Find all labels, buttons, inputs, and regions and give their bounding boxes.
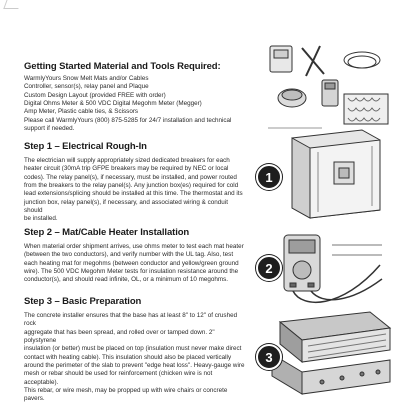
tools-line: Controller, sensor(s), relay panel and Plaque (24, 83, 149, 91)
step-3-line: around the perimeter of the slab to prevent "edge heat loss". Heavy-gauge wire (24, 362, 245, 370)
step-1-badge: 1 (256, 164, 282, 190)
step-2-section (24, 227, 246, 285)
step-2-line: wire). The 500 VDC Megohm Meter tests for insulation resistance around the (24, 268, 239, 276)
step-3-line: mesh or rebar should be used for reinforcement (chicken wire is not acceptable). (24, 370, 213, 386)
step-2-line: each heating mat for megohms (between conductor and yellow/green ground (24, 259, 239, 267)
decorative-corner-mark (3, 0, 23, 9)
concrete-base-illustration (262, 302, 392, 398)
step-2-line: (between the two conductors), and verify number with the UL tag. Also, test (24, 251, 234, 259)
step-2-heading: Step 2 – Mat/Cable Heater Installation (24, 227, 190, 238)
tools-heading: Getting Started Material and Tools Required: (24, 61, 221, 72)
step-3-line: This rebar, or wire mesh, may be propped up with wire chairs or concrete pavers. (24, 387, 228, 403)
step-1-line: be installed. (24, 215, 58, 223)
step-3-line: The concrete installer ensures that the base has at least 8" to 12" of crushed rock (24, 312, 238, 328)
step-3-line: insulation (or better) must be placed on top (insulation must never make direct (24, 345, 242, 353)
step-3-section (24, 296, 246, 404)
step-1-line: junction box, relay panel(s), if necessary, and associated wiring & conduit should (24, 198, 228, 215)
step-1-line: from the breakers to the relay panel(s). Any junction box(es) required for cold (24, 182, 239, 190)
step-1-body (24, 157, 246, 224)
step-3-line: contact with heating cable). This insulation should also be placed vertically (24, 353, 232, 361)
step-3-badge: 3 (256, 344, 282, 370)
support-line: support if needed. (24, 125, 75, 133)
step-1-heading: Step 1 – Electrical Rough-In (24, 141, 147, 152)
concrete-base-icon (262, 302, 392, 398)
step-1-section (24, 141, 246, 224)
step-1-line: lead extensions/splicing should be installed at this time. The thermostat and its (24, 190, 243, 198)
tools-line: Amp Meter, Plastic cable ties, & Scissors (24, 108, 139, 116)
step-2-body (24, 243, 246, 285)
tools-line: Custom Design Layout (provided FREE with order) (24, 91, 166, 99)
step-3-line: aggregate that has been spread, and rolled over or tamped down. 2" polystyrene (24, 328, 215, 345)
step-2-line: When material order shipment arrives, use ohms meter to test each mat heater (24, 243, 244, 250)
tools-line: WarmlyYours Snow Melt Mats and/or Cables (24, 75, 149, 82)
step-2-badge: 2 (256, 255, 282, 281)
ohm-meter-illustration (262, 225, 392, 310)
step-3-heading: Step 3 – Basic Preparation (24, 296, 142, 307)
tools-list (24, 75, 246, 133)
junction-box-illustration (262, 120, 392, 220)
step-1-line: codes). The relay panel(s), if necessary, must be installed, and power routed (24, 173, 237, 181)
tools-line: Digital Ohms Meter & 500 VDC Digital Megohm Meter (Megger) (24, 100, 202, 108)
step-1-line: The electrician will supply appropriately sized dedicated breakers for each (24, 157, 230, 164)
step-3-body (24, 312, 246, 404)
junction-box-icon (262, 120, 392, 220)
step-1-line: heater circuit (30mA trip GFPE breakers may be required by NEC or local (24, 165, 229, 173)
support-line: Please call WarmlyYours (800) 875-5285 for 24/7 installation and technical (24, 116, 232, 124)
step-2-line: conductor(s), and should read infinite, OL, or a minimum of 10 megohms. (24, 276, 229, 284)
